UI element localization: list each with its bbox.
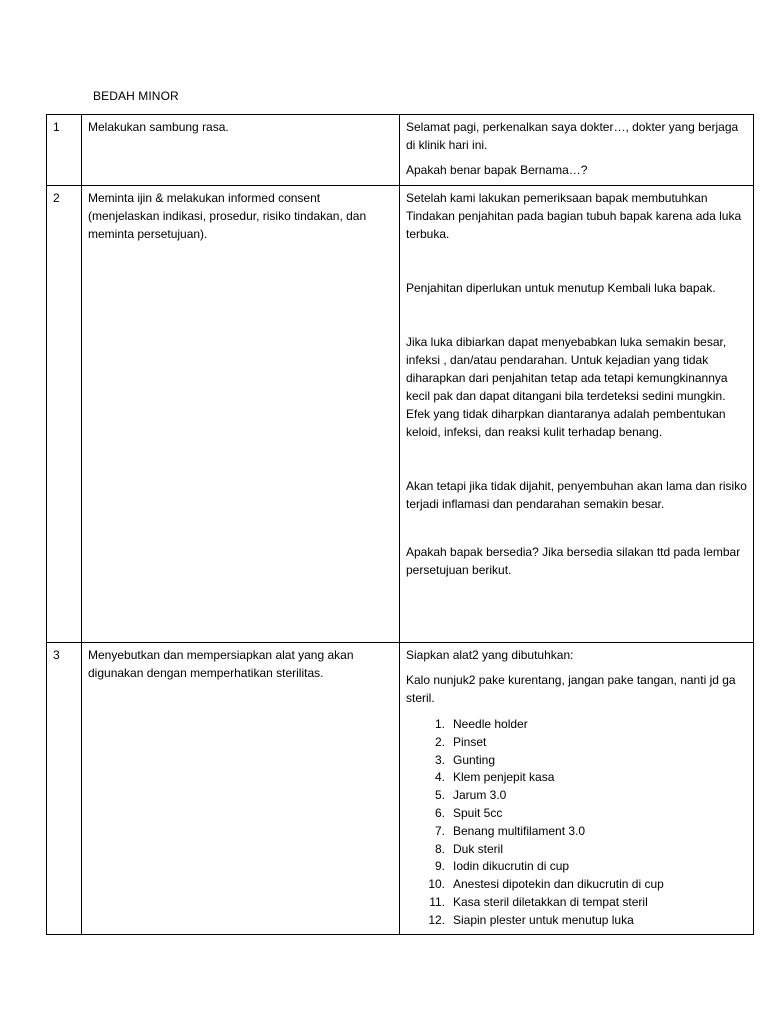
tool-name: Spuit 5cc (453, 805, 503, 820)
script-paragraph: Setelah kami lakukan pemeriksaan bapak membutuhkan Tindakan penjahitan pada bagian tubuh bapak karena ada luka terbuka. (406, 191, 742, 241)
tool-name: Gunting (453, 752, 496, 767)
list-item: 7. Benang multifilament 3.0 (406, 823, 747, 841)
tool-name: Pinset (453, 734, 487, 749)
list-item: 3. Gunting (406, 752, 747, 770)
tool-name: Iodin dikucrutin di cup (453, 859, 570, 874)
step-description: Meminta ijin & melakukan informed consent (menjelaskan indikasi, prosedur, risiko tindakan, dan meminta persetujuan). (82, 186, 400, 643)
list-item: 6. Spuit 5cc (406, 805, 747, 823)
list-item: 5. Jarum 3.0 (406, 787, 747, 805)
tool-name: Klem penjepit kasa (453, 770, 555, 785)
list-item: 2. Pinset (406, 734, 747, 752)
tool-name: Jarum 3.0 (453, 788, 507, 803)
tool-name: Duk steril (453, 841, 504, 856)
procedure-table (46, 114, 754, 935)
script-paragraph: Jika luka dibiarkan dapat menyebabkan luka semakin besar, infeksi , dan/atau pendarahan. Untuk kejadian yang tidak diharapkan dari penjahitan tetap ada tetapi kemungkinannya kecil pak dan dapat ditangani bila terdeteksi sedini mungkin. Efek yang tidak diharpkan diantaranya adalah pembentukan keloid, infeksi, dan reaksi kulit terhadap benang. (406, 335, 728, 439)
script-paragraph: Penjahitan diperlukan untuk menutup Kembali luka bapak. (406, 281, 716, 295)
step-description: Menyebutkan dan mempersiapkan alat yang akan digunakan dengan memperhatikan sterilitas. (82, 643, 400, 935)
list-item: 12. Siapin plester untuk menutup luka (406, 912, 747, 930)
list-item: 8. Duk steril (406, 841, 747, 859)
list-item: 11. Kasa steril diletakkan di tempat steril (406, 894, 747, 912)
tools-list (406, 716, 747, 930)
tool-name: Anestesi dipotekin dan dikucrutin di cup (453, 877, 664, 892)
script-paragraph: Apakah benar bapak Bernama…? (406, 163, 588, 177)
script-paragraph: Kalo nunjuk2 pake kurentang, jangan pake tangan, nanti jd ga steril. (406, 673, 736, 705)
list-item: 9. Iodin dikucrutin di cup (406, 858, 747, 876)
tool-name: Siapin plester untuk menutup luka (453, 912, 634, 927)
table-row (47, 115, 754, 186)
table-row (47, 186, 754, 643)
tool-name: Benang multifilament 3.0 (453, 823, 586, 838)
document-title: BEDAH MINOR (93, 89, 179, 103)
list-item: 10. Anestesi dipotekin dan dikucrutin di cup (406, 876, 747, 894)
script-cell (400, 115, 754, 186)
tool-name: Needle holder (453, 717, 528, 731)
script-paragraph: Selamat pagi, perkenalkan saya dokter…, dokter yang berjaga di klinik hari ini. (406, 120, 739, 152)
script-paragraph: Apakah bapak bersedia? Jika bersedia silakan ttd pada lembar persetujuan berikut. (406, 545, 741, 577)
table-row (47, 643, 754, 935)
step-description: Melakukan sambung rasa. (82, 115, 400, 186)
row-number: 1 (47, 115, 82, 186)
script-cell (400, 186, 754, 643)
tool-name: Kasa steril diletakkan di tempat steril (453, 894, 648, 909)
script-paragraph: Siapkan alat2 yang dibutuhkan: (406, 648, 574, 662)
list-item: 1. Needle holder (406, 716, 747, 734)
script-cell (400, 643, 754, 935)
script-paragraph: Akan tetapi jika tidak dijahit, penyembuhan akan lama dan risiko terjadi inflamasi dan pendarahan semakin besar. (406, 479, 747, 511)
row-number: 2 (47, 186, 82, 643)
row-number: 3 (47, 643, 82, 935)
list-item: 4. Klem penjepit kasa (406, 769, 747, 787)
